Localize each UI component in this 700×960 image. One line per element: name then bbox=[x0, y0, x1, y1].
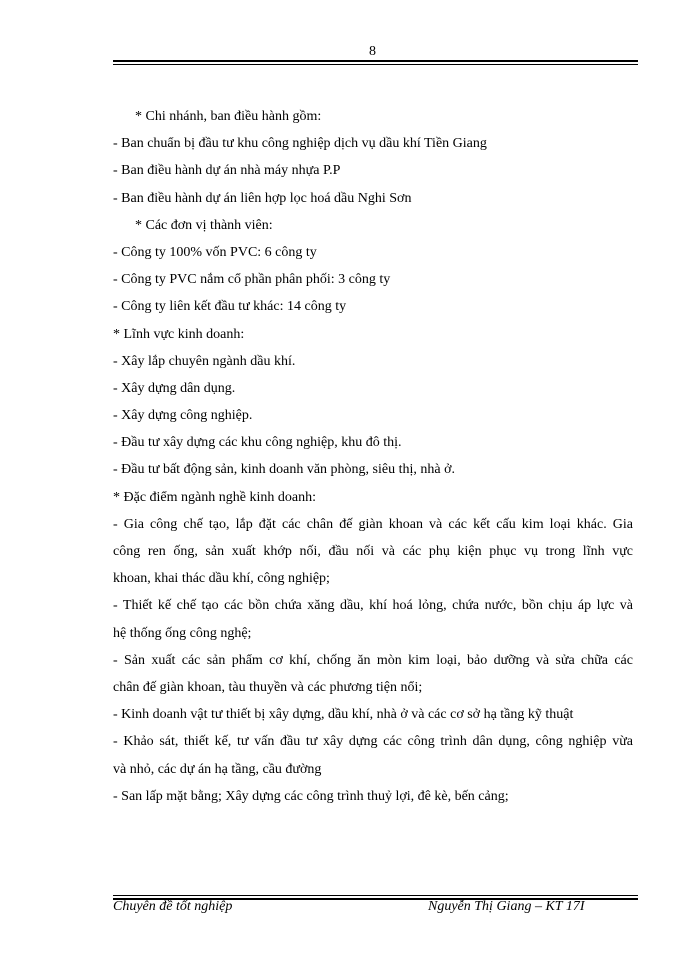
text-line: - Ban chuẩn bị đầu tư khu công nghiệp dịch vụ dầu khí Tiền Giang bbox=[113, 136, 487, 152]
text-line: - Ban điều hành dự án liên hợp lọc hoá dầu Nghi Sơn bbox=[113, 190, 412, 206]
text-line: - San lấp mặt bằng; Xây dựng các công trình thuỷ lợi, đê kè, bến cảng; bbox=[113, 788, 509, 804]
text-line: * Lĩnh vực kinh doanh: bbox=[113, 326, 245, 342]
text-line: - Thiết kế chế tạo các bồn chứa xăng dầu, khí hoá lỏng, chứa nước, bồn chịu áp lực và bbox=[113, 598, 633, 614]
text-line: - Ban điều hành dự án nhà máy nhựa P.P bbox=[113, 163, 341, 179]
text-line: - Công ty 100% vốn PVC: 6 công ty bbox=[113, 244, 317, 260]
footer-left-text: Chuyên đề tốt nghiệp bbox=[113, 899, 233, 914]
text-line: * Các đơn vị thành viên: bbox=[135, 217, 273, 233]
text-line: công ren ống, sản xuất khớp nối, đầu nối và các phụ kiện phục vụ trong lĩnh vực bbox=[113, 544, 633, 559]
text-line: hệ thống ống công nghệ; bbox=[113, 625, 252, 641]
text-line: khoan, khai thác dầu khí, công nghiệp; bbox=[113, 571, 330, 587]
footer-rule-thin bbox=[113, 895, 638, 896]
text-line: - Khảo sát, thiết kế, tư vấn đầu tư xây dựng các công trình dân dụng, công nghiệp vừa bbox=[113, 734, 633, 750]
page-number: 8 bbox=[369, 44, 376, 59]
text-line: - Công ty liên kết đầu tư khác: 14 công ty bbox=[113, 299, 347, 315]
text-line: - Xây dựng công nghiệp. bbox=[113, 408, 253, 424]
text-line: - Đầu tư bất động sản, kinh doanh văn phòng, siêu thị, nhà ở. bbox=[113, 462, 455, 478]
text-line: và nhỏ, các dự án hạ tầng, cầu đường bbox=[113, 761, 322, 777]
text-line: chân đế giàn khoan, tàu thuyền và các phương tiện nổi; bbox=[113, 679, 423, 695]
text-line: - Sản xuất các sản phẩm cơ khí, chống ăn mòn kim loại, bảo dưỡng và sửa chữa các bbox=[113, 652, 633, 668]
text-line: * Chi nhánh, ban điều hành gồm: bbox=[135, 109, 322, 124]
text-line: - Xây lắp chuyên ngành dầu khí. bbox=[113, 353, 296, 369]
text-line: - Gia công chế tạo, lắp đặt các chân đế giàn khoan và các kết cấu kim loại khác. Gia bbox=[113, 516, 633, 532]
text-line: * Đặc điểm ngành nghề kinh doanh: bbox=[113, 489, 316, 505]
header-rule-thick bbox=[113, 60, 638, 62]
text-line: - Công ty PVC nắm cổ phần phân phối: 3 công ty bbox=[113, 272, 391, 288]
document-body bbox=[113, 103, 633, 810]
footer-right-text: Nguyễn Thị Giang – KT 17I bbox=[428, 899, 585, 914]
text-line: - Đầu tư xây dựng các khu công nghiệp, khu đô thị. bbox=[113, 435, 402, 451]
header-rule-thin bbox=[113, 64, 638, 65]
text-line: - Kinh doanh vật tư thiết bị xây dựng, dầu khí, nhà ở và các cơ sở hạ tầng kỹ thuật bbox=[113, 707, 574, 723]
text-line: - Xây dựng dân dụng. bbox=[113, 380, 236, 396]
